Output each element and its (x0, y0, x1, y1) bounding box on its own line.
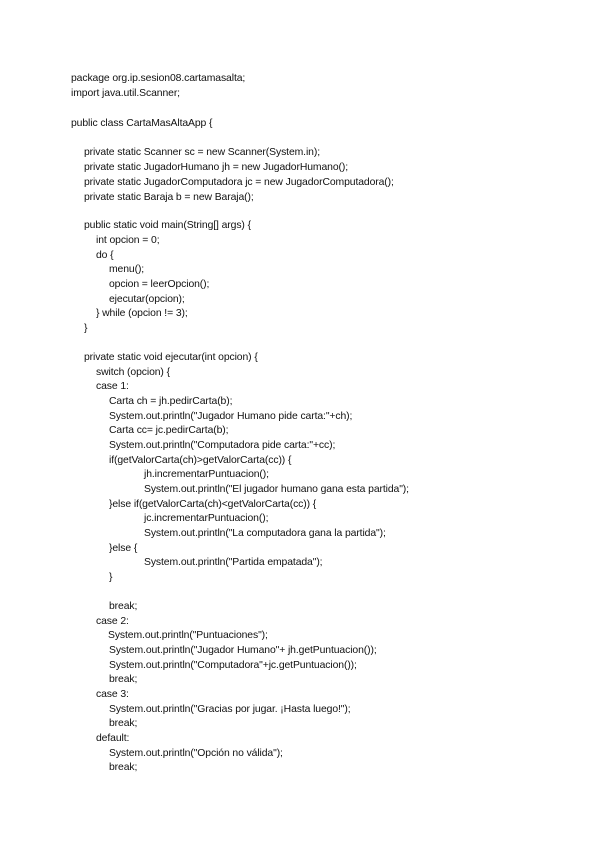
code-line-else: }else { (109, 543, 138, 554)
code-line-print-puntuacion-computadora: System.out.println("Computadora"+jc.getPuntuacion()); (109, 660, 357, 671)
code-line-carta-ch: Carta ch = jh.pedirCarta(b); (109, 396, 233, 407)
code-line-field-baraja: private static Baraja b = new Baraja(); (84, 192, 254, 203)
code-line-print-humano-gana: System.out.println("El jugador humano gana esta partida"); (144, 484, 409, 495)
code-line-field-jugador-computadora: private static JugadorComputadora jc = new JugadorComputadora(); (84, 177, 394, 188)
code-line-if-mayor: if(getValorCarta(ch)>getValorCarta(cc)) { (109, 455, 292, 466)
code-line-jh-incrementar: jh.incrementarPuntuacion(); (144, 469, 269, 480)
code-line-case-3: case 3: (96, 689, 129, 700)
code-line-field-scanner: private static Scanner sc = new Scanner(System.in); (84, 147, 321, 158)
code-line-print-puntuacion-humano: System.out.println("Jugador Humano"+ jh.getPuntuacion()); (109, 645, 377, 656)
code-line-else-if-menor: }else if(getValorCarta(ch)<getValorCarta(cc)) { (109, 499, 317, 510)
code-line-menu-call: menu(); (109, 264, 145, 275)
code-line-print-humano-carta: System.out.println("Jugador Humano pide carta:"+ch); (109, 411, 353, 422)
code-line-package: package org.ip.sesion08.cartamasalta; (71, 73, 246, 84)
code-line-print-puntuaciones: System.out.println("Puntuaciones"); (108, 630, 268, 641)
code-line-case-2: case 2: (96, 616, 129, 627)
code-line-print-empatada: System.out.println("Partida empatada"); (144, 557, 323, 568)
code-line-default: default: (96, 733, 130, 744)
code-line-if-close: } (109, 572, 113, 583)
code-line-jc-incrementar: jc.incrementarPuntuacion(); (144, 513, 269, 524)
code-line-leer-opcion: opcion = leerOpcion(); (109, 279, 210, 290)
code-line-print-opcion-no-valida: System.out.println("Opción no válida"); (109, 748, 283, 759)
code-line-ejecutar-call: ejecutar(opcion); (109, 294, 185, 305)
code-line-do: do { (96, 250, 114, 261)
code-line-break-case-1: break; (109, 601, 138, 612)
code-line-main-close: } (84, 323, 88, 334)
code-line-carta-cc: Carta cc= jc.pedirCarta(b); (109, 425, 229, 436)
code-line-print-gracias: System.out.println("Gracias por jugar. ¡Hasta luego!"); (109, 704, 351, 715)
code-line-switch: switch (opcion) { (96, 367, 170, 378)
code-line-while: } while (opcion != 3); (96, 308, 188, 319)
code-line-import: import java.util.Scanner; (71, 88, 180, 99)
code-line-ejecutar-signature: private static void ejecutar(int opcion) { (84, 352, 258, 363)
code-line-field-jugador-humano: private static JugadorHumano jh = new JugadorHumano(); (84, 162, 349, 173)
code-line-print-computadora-carta: System.out.println("Computadora pide carta:"+cc); (109, 440, 336, 451)
code-line-break-case-3: break; (109, 718, 138, 729)
code-line-case-1: case 1: (96, 381, 129, 392)
code-line-class-declaration: public class CartaMasAltaApp { (71, 118, 213, 129)
code-line-main-signature: public static void main(String[] args) { (84, 220, 251, 231)
code-line-print-computadora-gana: System.out.println("La computadora gana la partida"); (144, 528, 386, 539)
code-line-break-default: break; (109, 762, 138, 773)
code-line-opcion-init: int opcion = 0; (96, 235, 160, 246)
code-line-break-case-2: break; (109, 674, 138, 685)
